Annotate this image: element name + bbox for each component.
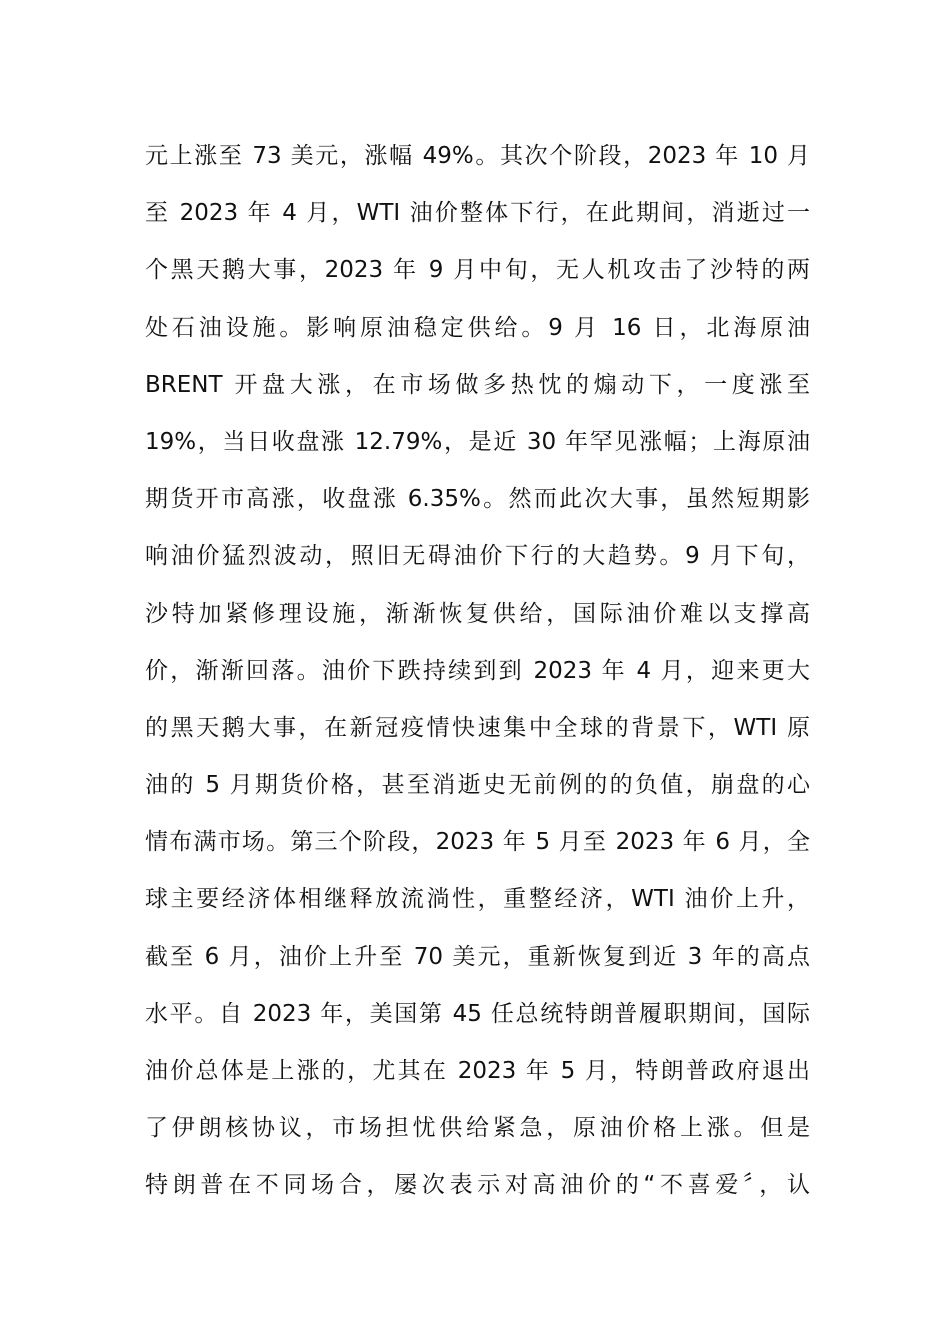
text-line: 响油价猛烈波动，照旧无碍油价下行的大趋势。9 月下旬， bbox=[145, 543, 810, 570]
text-line: 球主要经济体相继释放流淌性，重整经济，WTI 油价上升， bbox=[145, 886, 810, 913]
text-line: 沙特加紧修理设施，渐渐恢复供给，国际油价难以支撑高 bbox=[145, 600, 810, 627]
text-line: 情布满市场。第三个阶段，2023 年 5 月至 2023 年 6 月，全 bbox=[145, 829, 810, 856]
text-line: 油价总体是上涨的，尤其在 2023 年 5 月，特朗普政府退出 bbox=[145, 1058, 810, 1084]
text-line: 价，渐渐回落。油价下跌持续到到 2023 年 4 月，迎来更大 bbox=[145, 657, 810, 684]
text-line: 了伊朗核协议，市场担忧供给紧急，原油价格上涨。但是 bbox=[145, 1115, 810, 1142]
text-line: 特朗普在不同场合，屡次表示对高油价的“不喜爱〞，认 bbox=[145, 1172, 810, 1199]
text-line: 元上涨至 73 美元，涨幅 49%。其次个阶段，2023 年 10 月 bbox=[145, 143, 810, 169]
text-line: 截至 6 月，油价上升至 70 美元，重新恢复到近 3 年的高点 bbox=[145, 943, 810, 970]
text-line: 水平。自 2023 年，美国第 45 任总统特朗普履职期间，国际 bbox=[145, 1000, 810, 1027]
text-line: 处石油设施。影响原油稳定供给。9 月 16 日，北海原油 bbox=[145, 314, 810, 341]
text-line: 至 2023 年 4 月，WTI 油价整体下行，在此期间，消逝过一 bbox=[145, 200, 810, 227]
text-line: 期货开市高涨，收盘涨 6.35%。然而此次大事，虽然短期影 bbox=[145, 486, 810, 513]
text-line: 个黑天鹅大事，2023 年 9 月中旬，无人机攻击了沙特的两 bbox=[145, 257, 810, 284]
body-paragraph bbox=[145, 128, 810, 1215]
text-line: 油的 5 月期货价格，甚至消逝史无前例的的负值，崩盘的心 bbox=[145, 772, 810, 799]
text-line: 的黑天鹅大事，在新冠疫情快速集中全球的背景下，WTI 原 bbox=[145, 714, 810, 741]
text-line: BRENT 开盘大涨，在市场做多热忱的煽动下，一度涨至 bbox=[145, 371, 810, 398]
text-line: 19%，当日收盘涨 12.79%，是近 30 年罕见涨幅；上海原油 bbox=[145, 428, 810, 455]
